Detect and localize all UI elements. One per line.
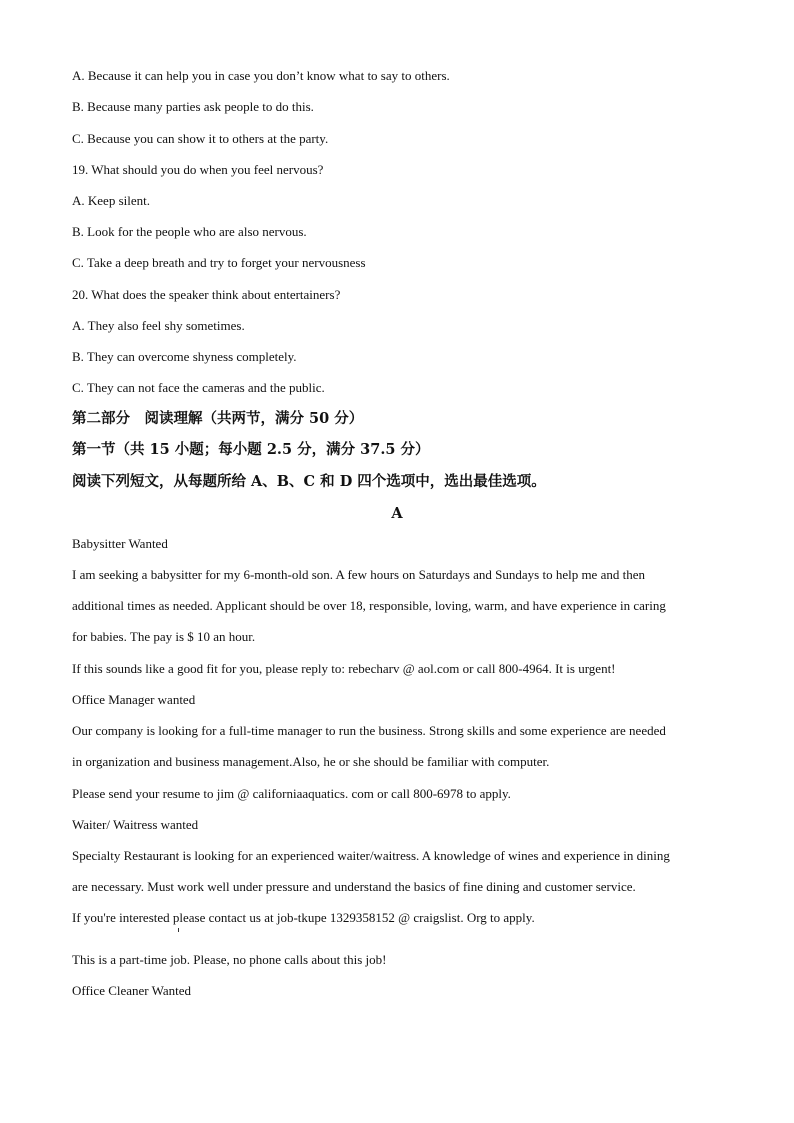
part2-heading: 第二部分 阅读理解（共两节，满分 50 分）: [72, 410, 364, 427]
ad1-line4: If this sounds like a good fit for you, please reply to: rebecharv @ aol.com or call 800-4964. It is urgent!: [72, 661, 616, 676]
ad1-line3: for babies. The pay is $ 10 an hour.: [72, 629, 256, 644]
q19-option-b: B. Look for the people who are also nervous.: [72, 224, 307, 239]
q20-option-c: C. They can not face the cameras and the public.: [72, 380, 325, 395]
reading-instruction: 阅读下列短文，从每题所给 A、B、C 和 D 四个选项中，选出最佳选项。: [72, 473, 546, 490]
q18-option-b: B. Because many parties ask people to do this.: [72, 99, 314, 114]
ad1-line2: additional times as needed. Applicant should be over 18, responsible, loving, warm, and have experience in caring: [72, 598, 666, 613]
q18-option-a: A. Because it can help you in case you don’t know what to say to others.: [72, 68, 450, 83]
ad3-title: Waiter/ Waitress wanted: [72, 817, 199, 832]
section1-heading: 第一节（共 15 小题；每小题 2.5 分，满分 37.5 分）: [72, 441, 430, 458]
ad3-line2: are necessary. Must work well under pressure and understand the basics of fine dining and customer service.: [72, 879, 636, 894]
q19-stem: 19. What should you do when you feel nervous?: [72, 162, 324, 177]
q20-stem: 20. What does the speaker think about entertainers?: [72, 287, 341, 302]
ad2-line1: Our company is looking for a full-time manager to run the business. Strong skills and some experience are needed: [72, 723, 666, 738]
ad2-line2: in organization and business management.Also, he or she should be familiar with computer.: [72, 754, 550, 769]
q20-option-a: A. They also feel shy sometimes.: [72, 318, 245, 333]
q20-option-b: B. They can overcome shyness completely.: [72, 349, 297, 364]
ad1-title: Babysitter Wanted: [72, 536, 168, 551]
ad2-line3: Please send your resume to jim @ californiaaquatics. com or call 800-6978 to apply.: [72, 786, 511, 801]
ad3-line4: This is a part-time job. Please, no phone calls about this job!: [72, 952, 387, 967]
ad3-line1: Specialty Restaurant is looking for an experienced waiter/waitress. A knowledge of wines and experience in dining: [72, 848, 670, 863]
stray-mark: [178, 928, 179, 932]
q19-option-a: A. Keep silent.: [72, 193, 150, 208]
passage-label: A: [391, 505, 403, 522]
ad2-title: Office Manager wanted: [72, 692, 196, 707]
q19-option-c: C. Take a deep breath and try to forget your nervousness: [72, 255, 366, 270]
ad4-title: Office Cleaner Wanted: [72, 983, 192, 998]
q18-option-c: C. Because you can show it to others at the party.: [72, 131, 329, 146]
ad3-line3: If you're interested please contact us at job-tkupe 1329358152 @ craigslist. Org to apply.: [72, 910, 535, 925]
ad1-line1: I am seeking a babysitter for my 6-month-old son. A few hours on Saturdays and Sundays to help me and then: [72, 567, 645, 582]
